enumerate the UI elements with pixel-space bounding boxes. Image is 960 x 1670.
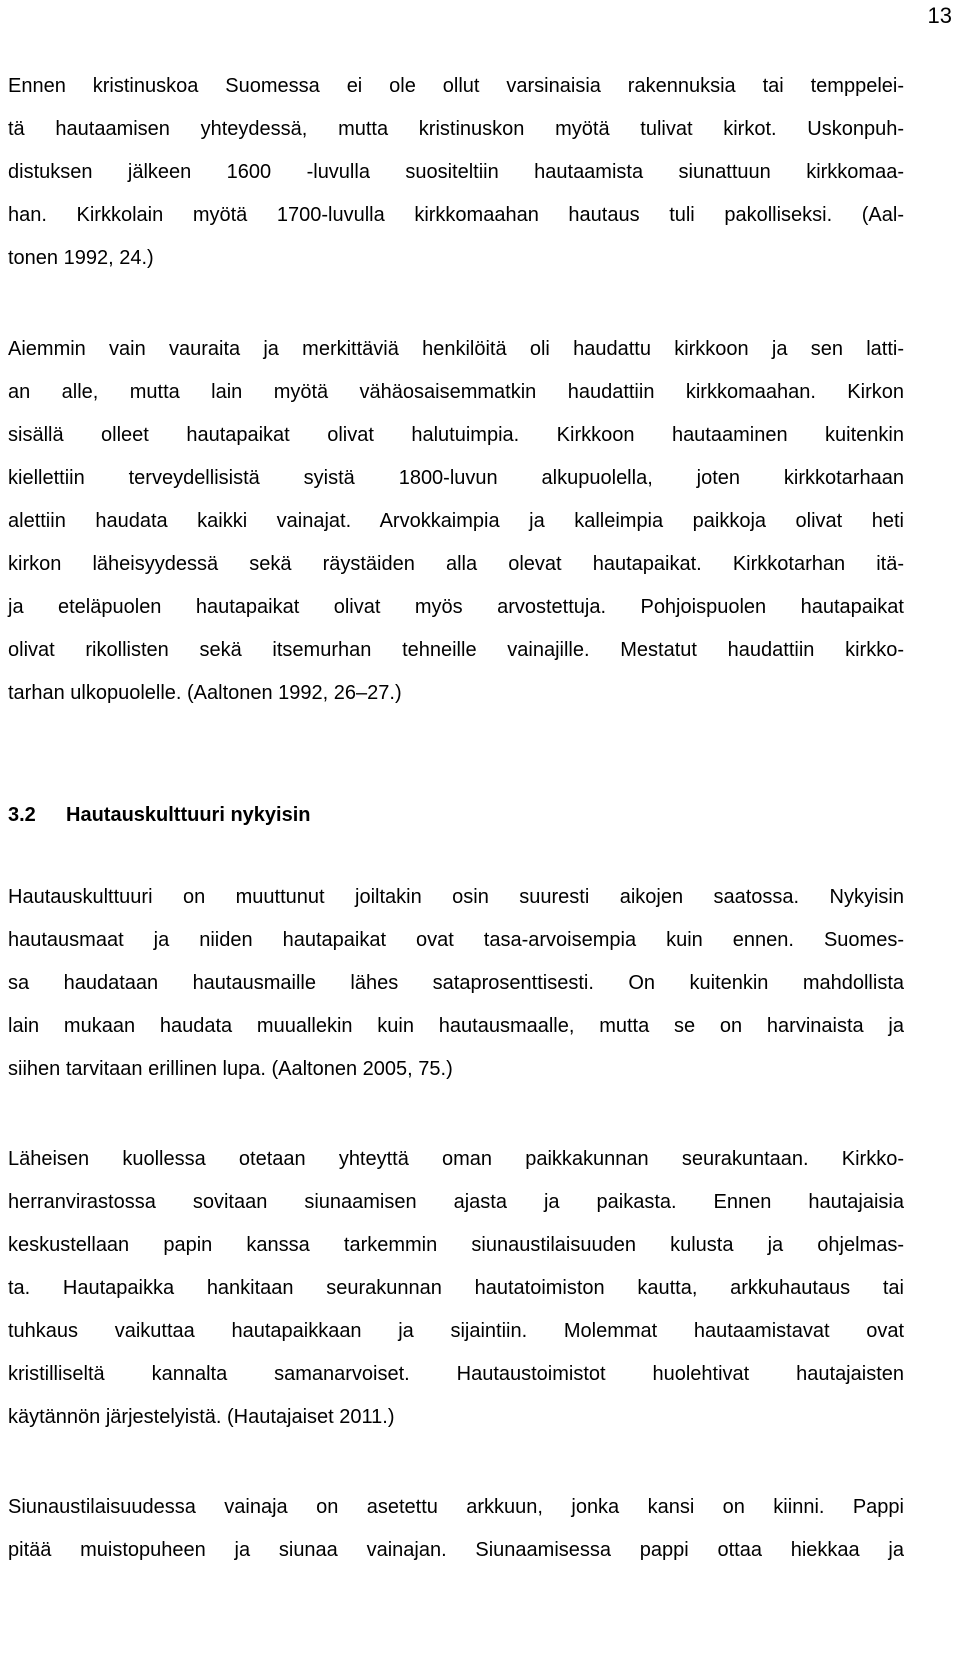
text-line: Aiemmin vain vauraita ja merkittäviä henkilöitä oli haudattu kirkkoon ja sen latti- <box>8 338 904 360</box>
text-line: olivat rikollisten sekä itsemurhan tehneille vainajille. Mestatut haudattiin kirkko- <box>8 639 904 661</box>
text-line: kristilliseltä kannalta samanarvoiset. Hautaustoimistot huolehtivat hautajaisten <box>8 1363 904 1385</box>
text-line: an alle, mutta lain myötä vähäosaisemmatkin haudattiin kirkkomaahan. Kirkon <box>8 381 904 403</box>
text-line: alettiin haudata kaikki vainajat. Arvokkaimpia ja kalleimpia paikkoja olivat heti <box>8 510 904 532</box>
text-line: hautausmaat ja niiden hautapaikat ovat tasa-arvoisempia kuin ennen. Suomes- <box>8 929 904 951</box>
text-line: siihen tarvitaan erillinen lupa. (Aaltonen 2005, 75.) <box>8 1058 453 1080</box>
text-line: ja eteläpuolen hautapaikat olivat myös arvostettuja. Pohjoispuolen hautapaikat <box>8 596 904 618</box>
text-line: Siunaustilaisuudessa vainaja on asetettu arkkuun, jonka kansi on kiinni. Pappi <box>8 1496 904 1518</box>
text-line: ta. Hautapaikka hankitaan seurakunnan hautatoimiston kautta, arkkuhautaus tai <box>8 1277 904 1299</box>
text-line: tarhan ulkopuolelle. (Aaltonen 1992, 26–27.) <box>8 682 402 704</box>
text-line: lain mukaan haudata muuallekin kuin hautausmaalle, mutta se on harvinaista ja <box>8 1015 904 1037</box>
text-line: kiellettiin terveydellisistä syistä 1800-luvun alkupuolella, joten kirkkotarhaan <box>8 467 904 489</box>
text-line: Hautauskulttuuri on muuttunut joiltakin osin suuresti aikojen saatossa. Nykyisin <box>8 886 904 908</box>
text-line: tuhkaus vaikuttaa hautapaikkaan ja sijaintiin. Molemmat hautaamistavat ovat <box>8 1320 904 1342</box>
text-line: distuksen jälkeen 1600 -luvulla suositeltiin hautaamista siunattuun kirkkomaa- <box>8 161 904 183</box>
text-line: kirkon läheisyydessä sekä räystäiden alla olevat hautapaikat. Kirkkotarhan itä- <box>8 553 904 575</box>
text-line: sisällä olleet hautapaikat olivat halutuimpia. Kirkkoon hautaaminen kuitenkin <box>8 424 904 446</box>
text-line: keskustellaan papin kanssa tarkemmin siunaustilaisuuden kulusta ja ohjelmas- <box>8 1234 904 1256</box>
text-line: Läheisen kuollessa otetaan yhteyttä oman paikkakunnan seurakuntaan. Kirkko- <box>8 1148 904 1170</box>
text-line: sa haudataan hautausmaille lähes sataprosenttisesti. On kuitenkin mahdollista <box>8 972 904 994</box>
text-line: käytännön järjestelyistä. (Hautajaiset 2011.) <box>8 1406 395 1428</box>
text-line: herranvirastossa sovitaan siunaamisen ajasta ja paikasta. Ennen hautajaisia <box>8 1191 904 1213</box>
text-line: Ennen kristinuskoa Suomessa ei ole ollut varsinaisia rakennuksia tai temppelei- <box>8 75 904 97</box>
text-line: pitää muistopuheen ja siunaa vainajan. Siunaamisessa pappi ottaa hiekkaa ja <box>8 1539 904 1561</box>
text-line: han. Kirkkolain myötä 1700-luvulla kirkkomaahan hautaus tuli pakolliseksi. (Aal- <box>8 204 904 226</box>
section-title: Hautauskulttuuri nykyisin <box>66 804 311 826</box>
page-number: 13 <box>927 3 952 28</box>
section-number: 3.2 <box>8 804 36 826</box>
text-line: tonen 1992, 24.) <box>8 247 154 269</box>
text-line: tä hautaamisen yhteydessä, mutta kristinuskon myötä tulivat kirkot. Uskonpuh- <box>8 118 904 140</box>
section-heading <box>8 802 311 828</box>
